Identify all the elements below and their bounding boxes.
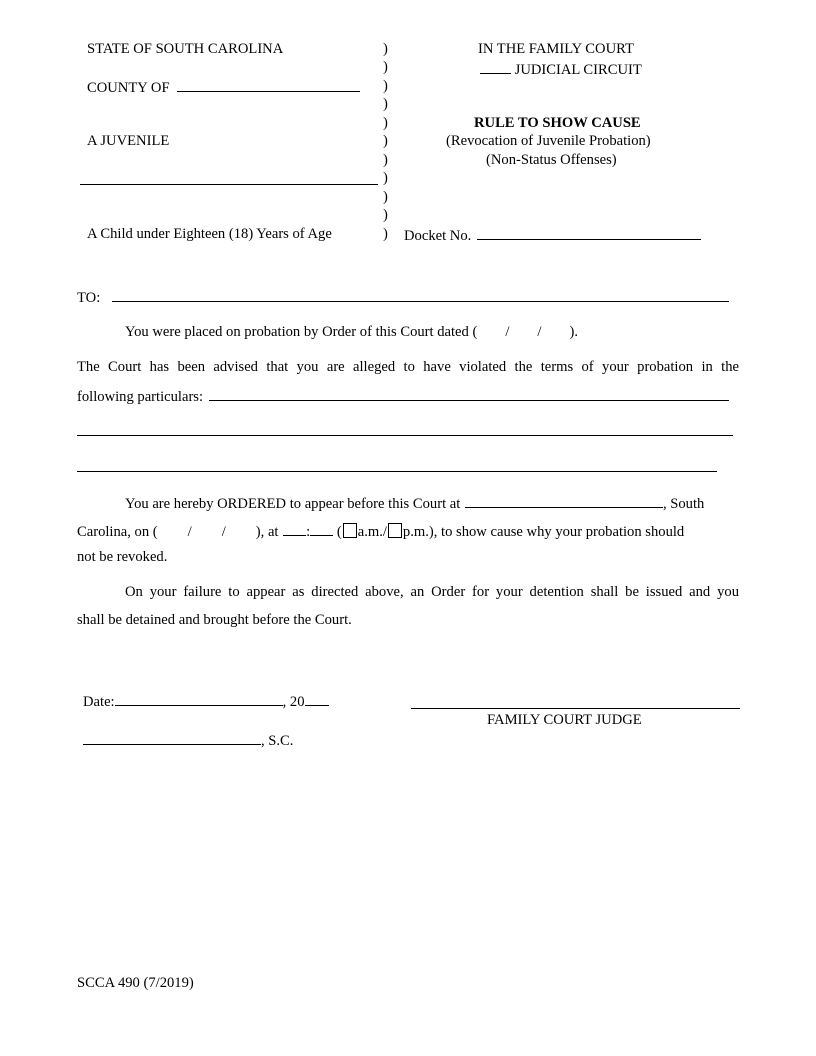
court-location-blank[interactable]: [465, 493, 663, 508]
date-separator: /: [505, 324, 510, 340]
child-age-label: A Child under Eighteen (18) Years of Age: [87, 226, 332, 242]
caption-paren: ): [383, 59, 388, 75]
document-subtitle-revocation: (Revocation of Juvenile Probation): [446, 133, 651, 149]
date-field: [83, 691, 329, 711]
date-blank[interactable]: [115, 691, 283, 706]
caption-paren: ): [383, 115, 388, 131]
to-label: TO:: [77, 290, 101, 306]
date-separator: /: [537, 324, 542, 340]
juvenile-name-blank[interactable]: [80, 170, 378, 185]
at-text: ), at: [255, 524, 279, 540]
county-label: COUNTY OF: [87, 80, 170, 96]
document-subtitle-offenses: (Non-Status Offenses): [486, 152, 617, 168]
date-close: ).: [569, 324, 578, 340]
particulars-blank[interactable]: [77, 421, 733, 436]
ordered-text: You are hereby ORDERED to appear before this Court at: [125, 496, 461, 512]
hour-blank[interactable]: [283, 521, 306, 536]
time-colon: :: [306, 524, 311, 540]
ordered-paragraph-line3: not be revoked.: [77, 549, 168, 565]
probation-date-text: You were placed on probation by Order of this Court dated (: [125, 324, 478, 340]
violation-paragraph-line2: [77, 386, 729, 406]
judge-label: FAMILY COURT JUDGE: [487, 712, 642, 728]
state-label: STATE OF SOUTH CAROLINA: [87, 41, 284, 57]
caption-paren: ): [383, 170, 388, 186]
caption-paren: ): [383, 189, 388, 205]
caption-paren: ): [383, 96, 388, 112]
juvenile-label: A JUVENILE: [87, 133, 170, 149]
circuit-blank[interactable]: [480, 59, 511, 74]
failure-paragraph-line1: On your failure to appear as directed above, an Order for your detention shall be issued and you: [125, 584, 739, 600]
ordered-paragraph-line2: [77, 521, 739, 541]
sc-suffix: , S.C.: [261, 733, 294, 749]
docket-field: [404, 225, 701, 245]
particulars-blank[interactable]: [77, 457, 717, 472]
pm-label: p.m.), to show cause why your probation should: [402, 524, 685, 540]
date-label: Date:: [83, 694, 115, 710]
caption-paren: ): [383, 133, 388, 149]
caption-paren: ): [383, 152, 388, 168]
ampm-open: (: [336, 524, 342, 540]
am-label: a.m./: [357, 524, 387, 540]
location-blank[interactable]: [83, 730, 261, 745]
location-field: [83, 730, 293, 750]
particulars-label: following particulars:: [77, 389, 204, 405]
violation-paragraph-line1: The Court has been advised that you are alleged to have violated the terms of your probation in the: [77, 359, 739, 375]
am-checkbox[interactable]: [343, 523, 357, 538]
pm-checkbox[interactable]: [388, 523, 402, 538]
particulars-blank[interactable]: [209, 386, 729, 401]
caption-paren: ): [383, 78, 388, 94]
south-text: , South: [662, 496, 705, 512]
minute-blank[interactable]: [310, 521, 333, 536]
to-blank[interactable]: [112, 287, 729, 302]
judge-signature-line[interactable]: [411, 708, 740, 709]
caption-paren: ): [383, 226, 388, 242]
date-separator: /: [187, 524, 192, 540]
probation-date-paragraph: [125, 323, 578, 341]
document-title: RULE TO SHOW CAUSE: [474, 115, 641, 131]
county-blank[interactable]: [177, 77, 360, 92]
failure-paragraph-line2: shall be detained and brought before the Court.: [77, 612, 352, 628]
circuit-field: [480, 59, 642, 79]
to-field: [77, 287, 729, 307]
county-field: [87, 77, 360, 97]
juvenile-name-field[interactable]: [80, 170, 378, 190]
year-blank[interactable]: [305, 691, 329, 706]
date-separator: /: [221, 524, 226, 540]
form-id: SCCA 490 (7/2019): [77, 975, 194, 991]
caption-paren: ): [383, 41, 388, 57]
particulars-line-3[interactable]: [77, 457, 717, 477]
particulars-line-2[interactable]: [77, 421, 733, 441]
docket-blank[interactable]: [477, 225, 701, 240]
caption-paren: ): [383, 207, 388, 223]
carolina-on-text: Carolina, on (: [77, 524, 158, 540]
circuit-label: JUDICIAL CIRCUIT: [514, 62, 642, 78]
docket-label: Docket No.: [404, 228, 472, 244]
court-label: IN THE FAMILY COURT: [478, 41, 634, 57]
year-prefix: , 20: [282, 694, 305, 710]
ordered-paragraph-line1: [125, 493, 704, 513]
